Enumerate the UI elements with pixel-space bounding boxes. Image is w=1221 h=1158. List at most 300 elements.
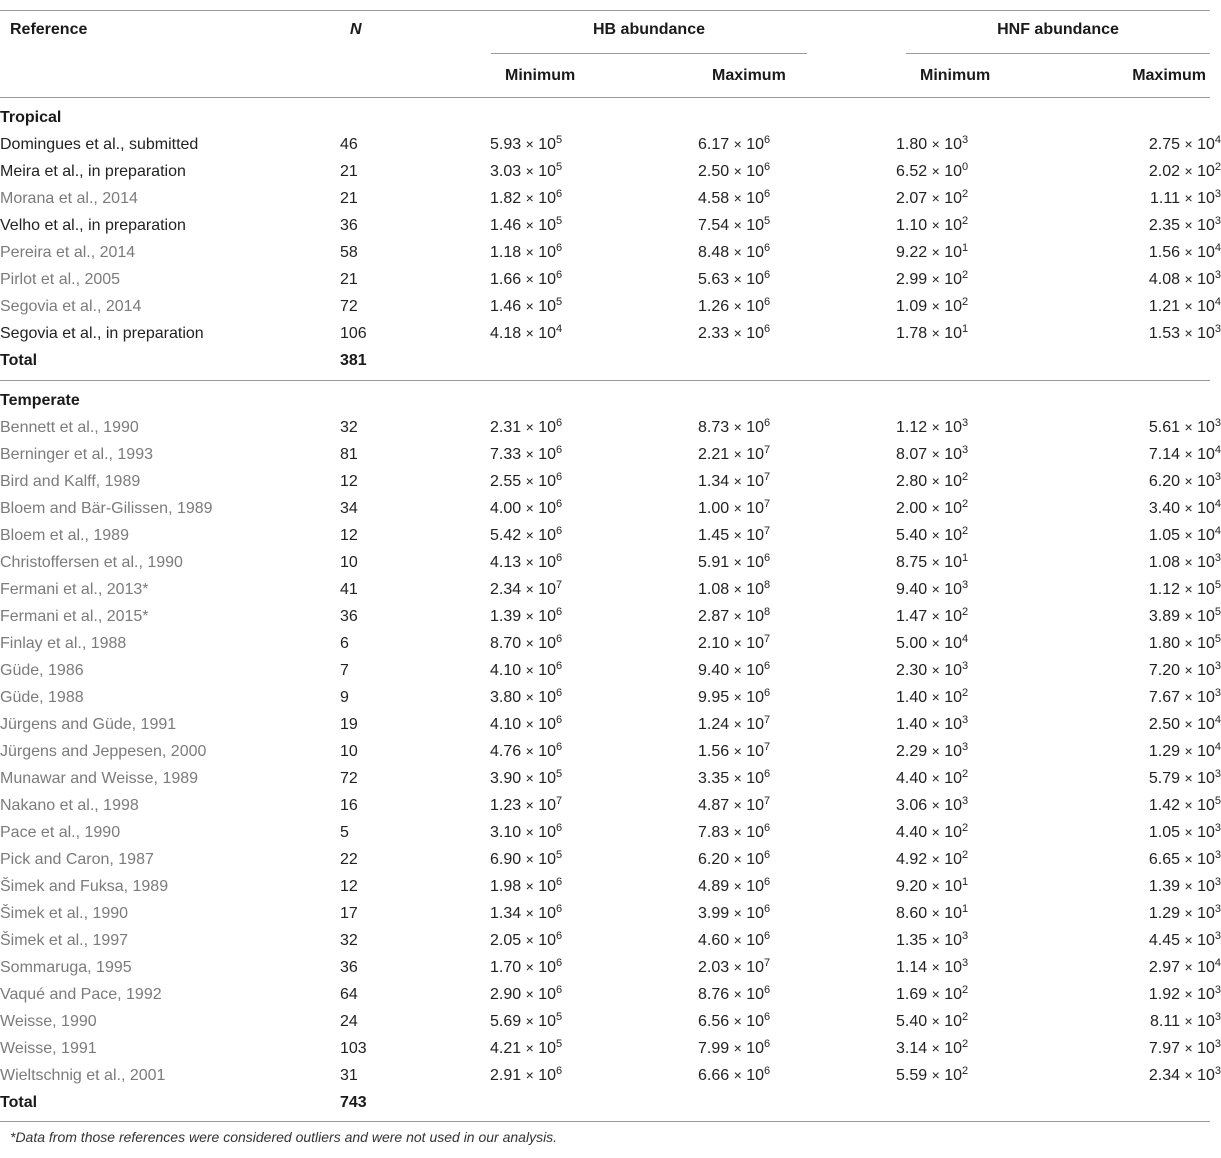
hnf-max-cell xyxy=(1108,131,1221,158)
base: 10 xyxy=(538,580,557,598)
reference-text: Šimek et al., 1990 xyxy=(0,904,129,922)
section-header-row xyxy=(0,387,1221,414)
reference-cell xyxy=(0,1062,340,1089)
times-sign: × xyxy=(525,823,534,840)
times-sign: × xyxy=(525,526,534,543)
mantissa: 4.89 xyxy=(698,877,730,895)
exponent: 6 xyxy=(556,524,563,537)
n-cell xyxy=(340,630,490,657)
times-sign: × xyxy=(1184,526,1193,543)
n-value: 36 xyxy=(340,216,358,234)
exponent: 5 xyxy=(556,848,563,861)
hnf-max-cell xyxy=(1108,603,1221,630)
times-sign: × xyxy=(1184,418,1193,435)
mantissa: 2.03 xyxy=(698,958,730,976)
times-sign: × xyxy=(525,877,534,894)
hb-max-cell xyxy=(698,684,896,711)
base: 10 xyxy=(944,796,963,814)
hb-min-cell xyxy=(490,792,698,819)
mantissa: 2.97 xyxy=(1148,958,1180,976)
base: 10 xyxy=(538,958,557,976)
hnf-max-cell xyxy=(1108,981,1221,1008)
exponent: 5 xyxy=(556,214,563,227)
empty-cell xyxy=(340,387,490,414)
base: 10 xyxy=(944,931,963,949)
times-sign: × xyxy=(1184,135,1193,152)
hb-group-rule xyxy=(491,53,807,54)
exponent: 6 xyxy=(764,160,771,173)
times-sign: × xyxy=(525,1066,534,1083)
base: 10 xyxy=(746,634,765,652)
base: 10 xyxy=(746,877,765,895)
reference-text: Morana et al., 2014 xyxy=(0,189,138,207)
exponent: 6 xyxy=(556,1064,563,1077)
exponent: 3 xyxy=(1214,214,1221,227)
reference-cell xyxy=(0,630,340,657)
hnf-min-cell xyxy=(896,711,1108,738)
mantissa: 4.87 xyxy=(698,796,730,814)
base: 10 xyxy=(944,877,963,895)
base: 10 xyxy=(944,297,963,315)
exponent: 5 xyxy=(556,160,563,173)
hnf-min-cell xyxy=(896,1008,1108,1035)
hnf-min-cell xyxy=(896,468,1108,495)
exponent: 6 xyxy=(764,295,771,308)
base: 10 xyxy=(746,850,765,868)
times-sign: × xyxy=(525,634,534,651)
hnf-min-cell xyxy=(896,522,1108,549)
exponent: 6 xyxy=(556,740,563,753)
reference-cell xyxy=(0,1008,340,1035)
exponent: 1 xyxy=(962,241,969,254)
hb-min-cell xyxy=(490,603,698,630)
n-value: 12 xyxy=(340,877,358,895)
mantissa: 1.78 xyxy=(896,324,928,342)
hnf-min-cell xyxy=(896,414,1108,441)
header-n: N xyxy=(350,21,362,38)
mantissa: 8.76 xyxy=(698,985,730,1003)
base: 10 xyxy=(1197,850,1215,868)
hnf-min-cell xyxy=(896,1062,1108,1089)
total-value xyxy=(340,1089,490,1116)
exponent: 6 xyxy=(764,187,771,200)
n-value: 21 xyxy=(340,270,358,288)
n-cell xyxy=(340,1008,490,1035)
times-sign: × xyxy=(525,580,534,597)
exponent: 6 xyxy=(764,686,771,699)
base: 10 xyxy=(538,189,557,207)
times-sign: × xyxy=(525,850,534,867)
hb-min-cell xyxy=(490,495,698,522)
times-sign: × xyxy=(733,324,742,341)
times-sign: × xyxy=(733,931,742,948)
base: 10 xyxy=(944,823,963,841)
times-sign: × xyxy=(525,135,534,152)
n-value: 103 xyxy=(340,1039,367,1057)
mantissa: 3.99 xyxy=(698,904,730,922)
hb-max-cell xyxy=(698,441,896,468)
mantissa: 2.00 xyxy=(896,499,928,517)
empty-cell xyxy=(1108,387,1221,414)
hb-min-cell xyxy=(490,846,698,873)
times-sign: × xyxy=(733,135,742,152)
reference-cell xyxy=(0,1035,340,1062)
mantissa: 8.60 xyxy=(896,904,928,922)
reference-text: Fermani et al., 2015* xyxy=(0,607,149,625)
times-sign: × xyxy=(931,931,940,948)
n-cell xyxy=(340,927,490,954)
n-cell xyxy=(340,981,490,1008)
reference-cell xyxy=(0,131,340,158)
times-sign: × xyxy=(931,877,940,894)
exponent: 2 xyxy=(962,470,969,483)
header-hnf-minimum: Minimum xyxy=(920,67,991,84)
base: 10 xyxy=(1197,877,1215,895)
times-sign: × xyxy=(525,324,534,341)
exponent: 6 xyxy=(556,470,563,483)
times-sign: × xyxy=(931,742,940,759)
mantissa: 1.66 xyxy=(490,270,522,288)
base: 10 xyxy=(746,769,765,787)
hb-max-cell xyxy=(698,468,896,495)
reference-text: Segovia et al., in preparation xyxy=(0,324,204,342)
base: 10 xyxy=(944,1012,963,1030)
table-row xyxy=(0,266,1221,293)
hb-max-cell xyxy=(698,873,896,900)
n-cell xyxy=(340,131,490,158)
base: 10 xyxy=(538,931,557,949)
mantissa: 2.30 xyxy=(896,661,928,679)
times-sign: × xyxy=(1184,499,1193,516)
n-cell xyxy=(340,414,490,441)
times-sign: × xyxy=(525,1039,534,1056)
times-sign: × xyxy=(931,499,940,516)
mantissa: 6.65 xyxy=(1148,850,1180,868)
exponent: 4 xyxy=(1214,443,1221,456)
mantissa: 1.29 xyxy=(1148,904,1180,922)
exponent: 2 xyxy=(1214,160,1221,173)
exponent: 6 xyxy=(556,551,563,564)
n-cell xyxy=(340,900,490,927)
hnf-max-cell xyxy=(1108,293,1221,320)
exponent: 5 xyxy=(1214,632,1221,645)
hb-max-cell xyxy=(698,981,896,1008)
tropical-table-body xyxy=(0,104,1221,374)
times-sign: × xyxy=(1184,661,1193,678)
reference-text: Šimek et al., 1997 xyxy=(0,931,129,949)
hb-max-cell xyxy=(698,414,896,441)
hb-min-cell xyxy=(490,468,698,495)
mantissa: 4.00 xyxy=(490,499,522,517)
exponent: 5 xyxy=(556,295,563,308)
table-row xyxy=(0,185,1221,212)
times-sign: × xyxy=(733,850,742,867)
hnf-max-cell xyxy=(1108,158,1221,185)
exponent: 2 xyxy=(962,187,969,200)
times-sign: × xyxy=(733,985,742,1002)
exponent: 3 xyxy=(1214,821,1221,834)
times-sign: × xyxy=(1184,445,1193,462)
times-sign: × xyxy=(733,580,742,597)
reference-text: Finlay et al., 1988 xyxy=(0,634,127,652)
exponent: 6 xyxy=(556,268,563,281)
times-sign: × xyxy=(1184,297,1193,314)
times-sign: × xyxy=(733,958,742,975)
mantissa: 1.34 xyxy=(490,904,522,922)
hnf-max-cell xyxy=(1108,576,1221,603)
n-value: 46 xyxy=(340,135,358,153)
exponent: 2 xyxy=(962,983,969,996)
temperate-table-body xyxy=(0,387,1221,1116)
base: 10 xyxy=(1197,580,1215,598)
times-sign: × xyxy=(931,634,940,651)
exponent: 5 xyxy=(556,133,563,146)
times-sign: × xyxy=(931,270,940,287)
mantissa: 1.05 xyxy=(1148,823,1180,841)
times-sign: × xyxy=(525,742,534,759)
table-row xyxy=(0,603,1221,630)
times-sign: × xyxy=(1184,472,1193,489)
hnf-min-cell xyxy=(896,657,1108,684)
times-sign: × xyxy=(1184,607,1193,624)
mantissa: 6.90 xyxy=(490,850,522,868)
exponent: 6 xyxy=(764,551,771,564)
exponent: 4 xyxy=(1214,956,1221,969)
exponent: 3 xyxy=(962,133,969,146)
hb-min-cell xyxy=(490,266,698,293)
times-sign: × xyxy=(733,877,742,894)
empty-cell xyxy=(896,347,1108,374)
hnf-min-cell xyxy=(896,630,1108,657)
exponent: 2 xyxy=(962,295,969,308)
base: 10 xyxy=(746,445,765,463)
base: 10 xyxy=(944,189,963,207)
exponent: 6 xyxy=(764,133,771,146)
exponent: 3 xyxy=(962,659,969,672)
hnf-max-cell xyxy=(1108,792,1221,819)
times-sign: × xyxy=(931,526,940,543)
reference-text: Pace et al., 1990 xyxy=(0,823,121,841)
exponent: 4 xyxy=(1214,133,1221,146)
hnf-max-cell xyxy=(1108,900,1221,927)
empty-cell xyxy=(490,347,698,374)
exponent: 2 xyxy=(962,1010,969,1023)
mantissa: 6.20 xyxy=(698,850,730,868)
mantissa: 6.52 xyxy=(896,162,928,180)
exponent: 7 xyxy=(764,740,771,753)
hb-max-cell xyxy=(698,846,896,873)
times-sign: × xyxy=(525,297,534,314)
base: 10 xyxy=(1197,216,1215,234)
times-sign: × xyxy=(931,1039,940,1056)
section-header-row xyxy=(0,104,1221,131)
hb-max-cell xyxy=(698,212,896,239)
n-cell xyxy=(340,549,490,576)
times-sign: × xyxy=(1184,634,1193,651)
mantissa: 1.80 xyxy=(1148,634,1180,652)
exponent: 7 xyxy=(764,524,771,537)
mantissa: 2.80 xyxy=(896,472,928,490)
reference-text: Weisse, 1990 xyxy=(0,1012,97,1030)
base: 10 xyxy=(746,688,765,706)
reference-cell xyxy=(0,441,340,468)
table-row xyxy=(0,819,1221,846)
reference-cell xyxy=(0,212,340,239)
n-value: 21 xyxy=(340,162,358,180)
times-sign: × xyxy=(525,958,534,975)
exponent: 3 xyxy=(1214,268,1221,281)
base: 10 xyxy=(538,850,557,868)
base: 10 xyxy=(1197,499,1215,517)
times-sign: × xyxy=(525,216,534,233)
hnf-min-cell xyxy=(896,900,1108,927)
hb-min-cell xyxy=(490,522,698,549)
exponent: 1 xyxy=(962,551,969,564)
mantissa: 9.20 xyxy=(896,877,928,895)
exponent: 5 xyxy=(1214,578,1221,591)
times-sign: × xyxy=(525,445,534,462)
base: 10 xyxy=(746,958,765,976)
base: 10 xyxy=(538,526,557,544)
mantissa: 3.90 xyxy=(490,769,522,787)
exponent: 6 xyxy=(764,983,771,996)
n-cell xyxy=(340,954,490,981)
base: 10 xyxy=(538,1012,557,1030)
hb-max-cell xyxy=(698,954,896,981)
section-name: Temperate xyxy=(0,391,80,409)
times-sign: × xyxy=(931,796,940,813)
times-sign: × xyxy=(525,270,534,287)
hb-max-cell xyxy=(698,630,896,657)
n-value: 10 xyxy=(340,553,358,571)
exponent: 3 xyxy=(1214,983,1221,996)
table-row xyxy=(0,441,1221,468)
table-row xyxy=(0,414,1221,441)
exponent: 5 xyxy=(556,1010,563,1023)
exponent: 3 xyxy=(1214,551,1221,564)
table-row xyxy=(0,846,1221,873)
hnf-min-cell xyxy=(896,792,1108,819)
base: 10 xyxy=(538,324,557,342)
mantissa: 1.00 xyxy=(698,499,730,517)
times-sign: × xyxy=(733,823,742,840)
mantissa: 2.50 xyxy=(698,162,730,180)
header-bottom-rule xyxy=(0,97,1210,98)
n-value: 64 xyxy=(340,985,358,1003)
base: 10 xyxy=(1197,823,1215,841)
mantissa: 1.24 xyxy=(698,715,730,733)
base: 10 xyxy=(944,1066,963,1084)
reference-cell xyxy=(0,185,340,212)
total-row xyxy=(0,1089,1221,1116)
n-value: 31 xyxy=(340,1066,358,1084)
exponent: 3 xyxy=(1214,686,1221,699)
tropical-table xyxy=(0,104,1221,374)
hb-max-cell xyxy=(698,792,896,819)
mantissa: 2.91 xyxy=(490,1066,522,1084)
hb-max-cell xyxy=(698,711,896,738)
base: 10 xyxy=(538,297,557,315)
hb-min-cell xyxy=(490,549,698,576)
mantissa: 1.10 xyxy=(896,216,928,234)
times-sign: × xyxy=(931,445,940,462)
hnf-min-cell xyxy=(896,495,1108,522)
mantissa: 1.09 xyxy=(896,297,928,315)
mantissa: 9.40 xyxy=(698,661,730,679)
times-sign: × xyxy=(525,1012,534,1029)
base: 10 xyxy=(538,162,557,180)
mantissa: 1.56 xyxy=(1148,243,1180,261)
times-sign: × xyxy=(1184,243,1193,260)
base: 10 xyxy=(944,688,963,706)
base: 10 xyxy=(944,324,963,342)
hnf-max-cell xyxy=(1108,495,1221,522)
n-cell xyxy=(340,441,490,468)
table-row xyxy=(0,711,1221,738)
reference-text: Güde, 1988 xyxy=(0,688,84,706)
base: 10 xyxy=(1197,715,1215,733)
base: 10 xyxy=(1197,688,1215,706)
header-hb-maximum: Maximum xyxy=(712,67,786,84)
times-sign: × xyxy=(525,499,534,516)
section-name: Tropical xyxy=(0,108,62,126)
hnf-max-cell xyxy=(1108,738,1221,765)
section-label xyxy=(0,104,340,131)
times-sign: × xyxy=(733,243,742,260)
total-row xyxy=(0,347,1221,374)
base: 10 xyxy=(1197,1066,1215,1084)
times-sign: × xyxy=(931,243,940,260)
hnf-min-cell xyxy=(896,684,1108,711)
mantissa: 4.21 xyxy=(490,1039,522,1057)
total-value-text: 381 xyxy=(340,351,367,369)
times-sign: × xyxy=(1184,877,1193,894)
hnf-min-cell xyxy=(896,576,1108,603)
n-value: 16 xyxy=(340,796,358,814)
times-sign: × xyxy=(1184,823,1193,840)
n-cell xyxy=(340,185,490,212)
hb-min-cell xyxy=(490,212,698,239)
total-value-text: 743 xyxy=(340,1093,367,1111)
times-sign: × xyxy=(525,661,534,678)
n-cell xyxy=(340,711,490,738)
table-row xyxy=(0,212,1221,239)
base: 10 xyxy=(538,715,557,733)
reference-text: Christoffersen et al., 1990 xyxy=(0,553,183,571)
n-cell xyxy=(340,320,490,347)
reference-text: Sommaruga, 1995 xyxy=(0,958,132,976)
hnf-min-cell xyxy=(896,185,1108,212)
mantissa: 8.11 xyxy=(1150,1012,1180,1030)
n-value: 72 xyxy=(340,297,358,315)
footnote: *Data from those references were considered outliers and were not used in our analysis. xyxy=(10,1129,558,1145)
times-sign: × xyxy=(931,1012,940,1029)
times-sign: × xyxy=(931,823,940,840)
base: 10 xyxy=(1197,270,1215,288)
hb-min-cell xyxy=(490,711,698,738)
mantissa: 3.89 xyxy=(1148,607,1180,625)
total-label xyxy=(0,347,340,374)
mantissa: 1.26 xyxy=(698,297,730,315)
hb-max-cell xyxy=(698,576,896,603)
exponent: 6 xyxy=(764,767,771,780)
mantissa: 3.80 xyxy=(490,688,522,706)
mantissa: 4.40 xyxy=(896,769,928,787)
hb-min-cell xyxy=(490,684,698,711)
base: 10 xyxy=(538,796,557,814)
mantissa: 1.08 xyxy=(1148,553,1180,571)
base: 10 xyxy=(746,796,765,814)
